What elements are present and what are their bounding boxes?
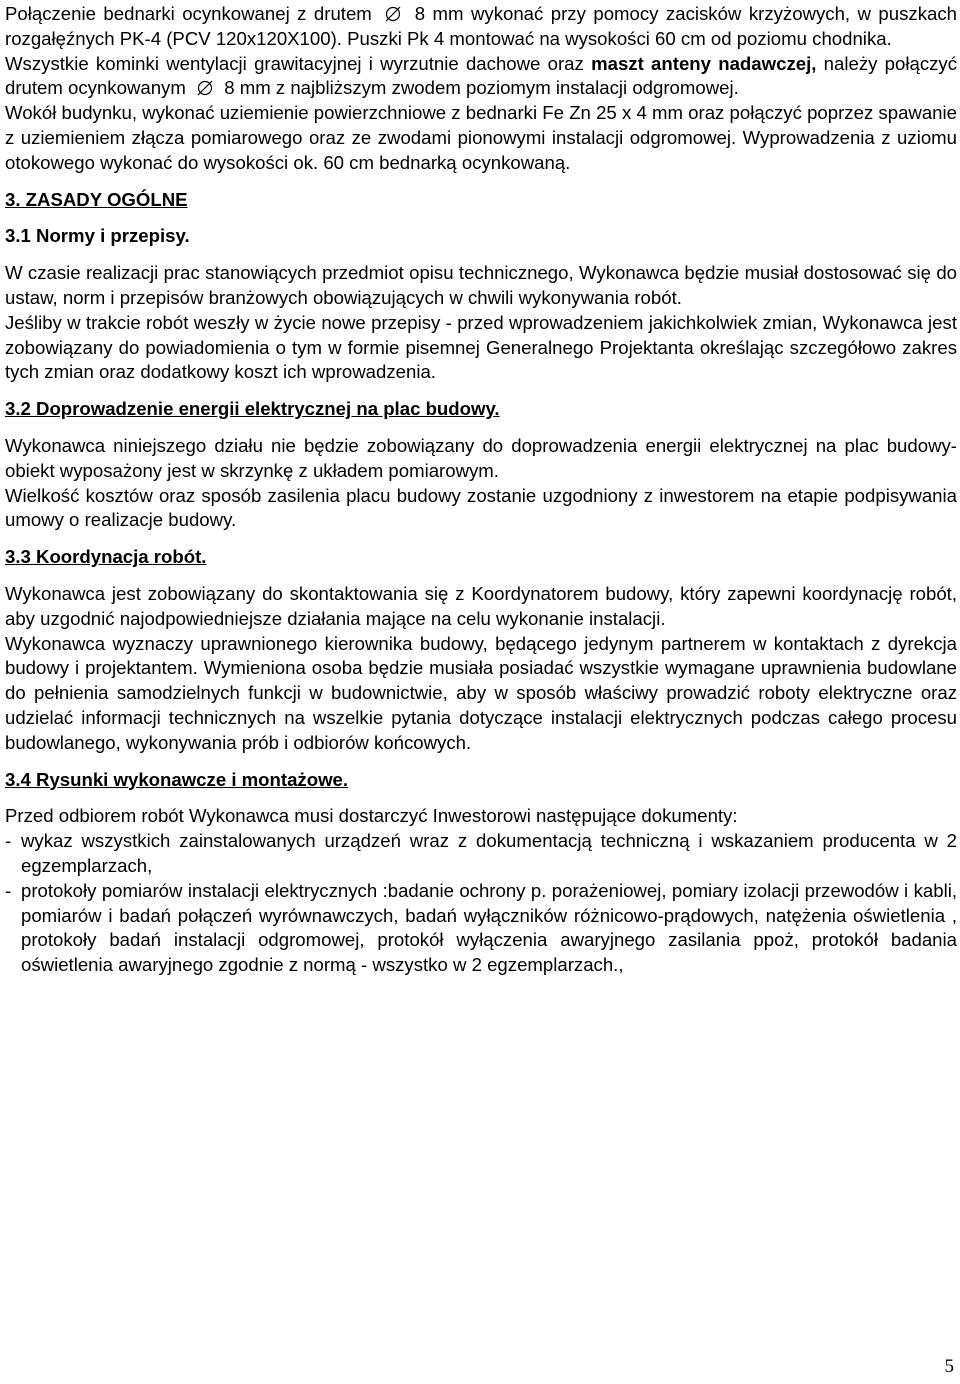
list-dash: - bbox=[5, 879, 12, 901]
list-item bbox=[5, 879, 957, 978]
paragraph-chimneys: Wszystkie kominki wentylacji grawitacyjnej i wyrzutnie dachowe oraz maszt anteny nadawczej, należy połączyć drutem ocynkowanym 8 mm z najbliższym zwodem poziomym instalacji odgromowej. bbox=[5, 52, 958, 99]
paragraph-norms: W czasie realizacji prac stanowiących przedmiot opisu technicznego, Wykonawca będzie musiał dostosować się do ustaw, norm i przepisów branżowych obowiązujących w chwili wykonywania robót. bbox=[5, 262, 957, 308]
paragraph-new-regulations: Jeśliby w trakcie robót weszły w życie nowe przepisy - przed wprowadzeniem jakichkolwiek zmian, Wykonawca jest zobowiązany do powiadomienia o tym w formie pisemnej Generalnego Projektanta określając szczegółowo zakres tych zmian oraz dodatkowy koszt ich wprowadzenia. bbox=[5, 311, 957, 383]
paragraph-power-supply: Wykonawca niniejszego działu nie będzie zobowiązany do doprowadzenia energii elektrycznej na plac budowy- obiekt wyposażony jest w skrzynkę z układem pomiarowym. bbox=[5, 434, 957, 481]
paragraph-site-manager: Wykonawca wyznaczy uprawnionego kierownika budowy, będącego jedynym partnerem w kontaktach z dyrekcja budowy i projektantem. Wymieniona osoba będzie musiała posiadać wszystkie wymagane uprawnienia budowlane do pełnienia samodzielnych funkcji w budownictwie, aby w sposób właściwy prowadzić roboty elektryczne oraz udzielać informacji technicznych na wszelkie pytania dotyczące instalacji elektrycznych podczas całego procesu budowlanego, wykonywania prób i odbiorów końcowych. bbox=[5, 632, 957, 753]
paragraph-power-costs: Wielkość kosztów oraz sposób zasilenia placu budowy zostanie uzgodniony z inwestorem na etapie podpisywania umowy o realizacje budowy. bbox=[5, 484, 957, 531]
list-item-text: protokoły pomiarów instalacji elektrycznych :badanie ochrony p. porażeniowej, pomiary izolacji przewodów i kabli, pomiarów i badań połączeń wyrównawczych, badań wyłączników różnicowo-prądowych, natężenia oświetlenia , protokoły badań instalacji odgromowej, protokół wyłączenia awaryjnego zasilania ppoż, protokół badania oświetlenia awaryjnego zgodnie z normą - wszystko w 2 egzemplarzach., bbox=[21, 879, 957, 976]
paragraph-documents-intro: Przed odbiorem robót Wykonawca musi dostarczyć Inwestorowi następujące dokumenty: bbox=[5, 805, 738, 827]
paragraph-grounding: Wokół budynku, wykonać uziemienie powierzchniowe z bednarki Fe Zn 25 x 4 mm oraz połączyć poprzez spawanie z uziemieniem złącza pomiarowego oraz ze zwodami pionowymi instalacji odgromowej. Wyprowadzenia z uziomu otokowego wykonać do wysokości ok. 60 cm bednarką ocynkowaną. bbox=[5, 102, 957, 173]
diameter-icon bbox=[385, 6, 401, 22]
page-number: 5 bbox=[944, 1356, 954, 1377]
subsection-heading-3-1: 3.1 Normy i przepisy. bbox=[5, 225, 190, 247]
document-page bbox=[5, 0, 957, 978]
subsection-heading-3-3: 3.3 Koordynacja robót. bbox=[5, 546, 207, 568]
paragraph-clamps: Połączenie bednarki ocynkowanej z drutem 8 mm wykonać przy pomocy zacisków krzyżowych, w puszkach rozgałęźnych PK-4 (PCV 120x120X100). Puszki Pk 4 montować na wysokości 60 cm od poziomu chodnika. bbox=[5, 3, 957, 49]
diameter-icon bbox=[197, 80, 213, 96]
paragraph-coordination: Wykonawca jest zobowiązany do skontaktowania się z Koordynatorem budowy, który zapewni koordynację robót, aby uzgodnić najodpowiedniejsze działania mające na celu wykonanie instalacji. bbox=[5, 582, 957, 629]
section-heading-3: 3. ZASADY OGÓLNE bbox=[5, 188, 188, 210]
list-item-text: wykaz wszystkich zainstalowanych urządzeń wraz z dokumentacją techniczną i wskazaniem producenta w 2 egzemplarzach, bbox=[21, 830, 957, 876]
list-item bbox=[5, 829, 957, 879]
subsection-heading-3-2: 3.2 Doprowadzenie energii elektrycznej na plac budowy. bbox=[5, 398, 500, 420]
subsection-heading-3-4: 3.4 Rysunki wykonawcze i montażowe. bbox=[5, 768, 349, 790]
list-dash: - bbox=[5, 830, 12, 852]
